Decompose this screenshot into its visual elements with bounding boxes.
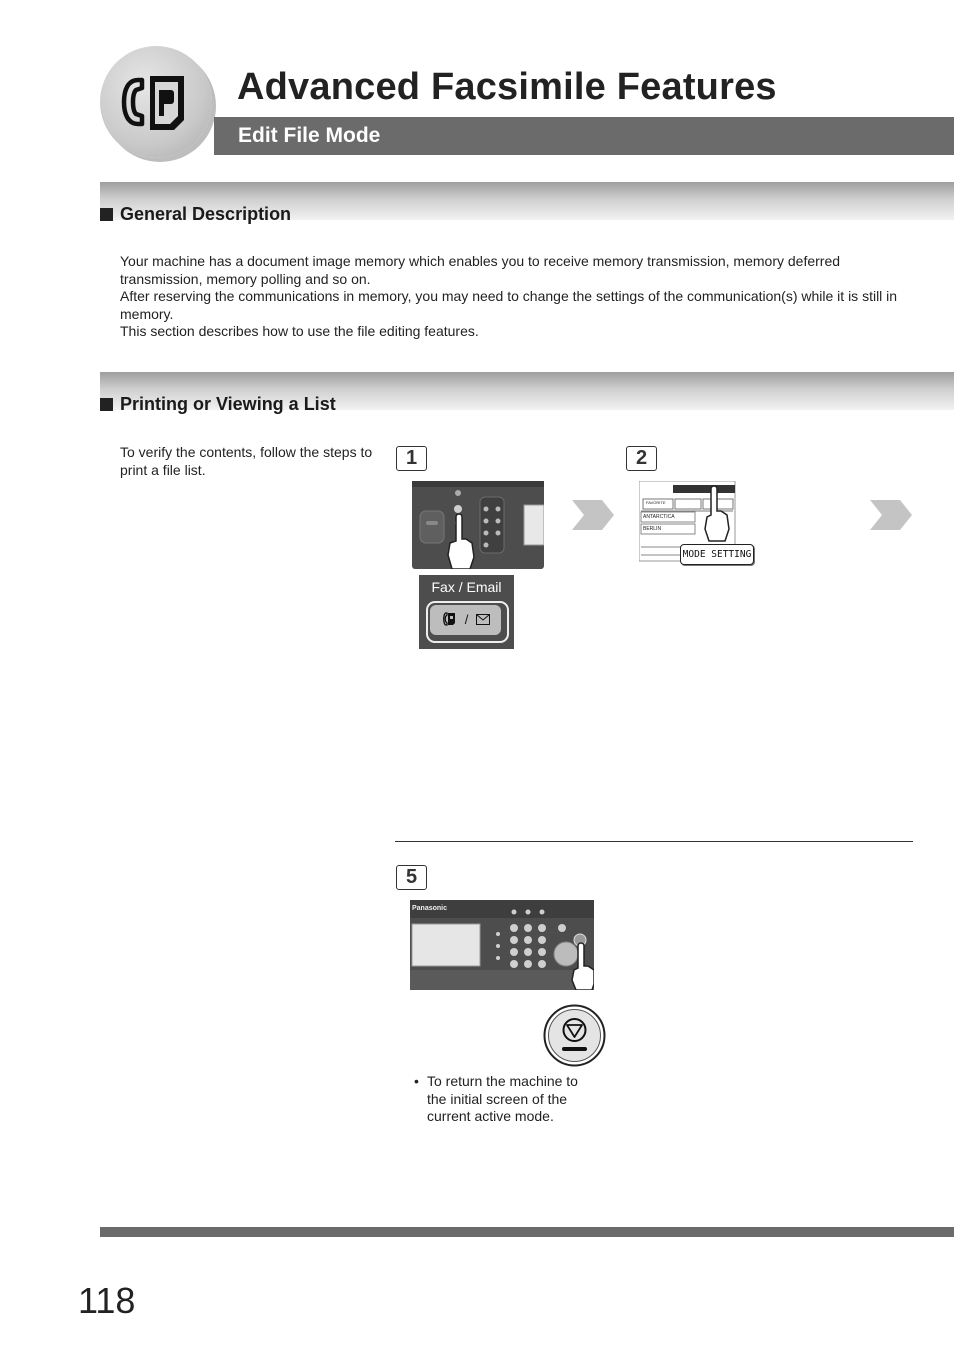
touch-screen-illustration-2 — [639, 481, 755, 567]
fax-email-key: / — [430, 605, 501, 635]
control-panel-illustration-1 — [412, 481, 544, 569]
step-badge-1: 1 — [396, 446, 427, 471]
chapter-title: Advanced Facsimile Features — [237, 66, 777, 108]
screen-tab-favorite: FAVORITE — [646, 500, 666, 505]
paragraph: This section describes how to use the file editing features. — [120, 323, 479, 339]
section-title-printing: Printing or Viewing a List — [100, 394, 336, 415]
page-number: 118 — [78, 1280, 136, 1321]
chapter-icon-circle — [100, 46, 212, 158]
email-icon — [476, 614, 490, 625]
bullet-icon: • — [414, 1073, 419, 1089]
stop-icon — [543, 1004, 606, 1067]
fax-email-key-label: Fax / Email — [431, 579, 502, 595]
brand-logo: Panasonic — [412, 905, 448, 912]
square-bullet-icon — [100, 398, 113, 411]
paragraph: After reserving the communications in memory, you may need to change the settings of the communication(s) while it is still in memory. — [120, 288, 898, 322]
printing-intro-text: To verify the contents, follow the steps to print a file list. — [120, 444, 373, 478]
screen-list-item: ANTARCTICA — [643, 514, 675, 520]
mode-setting-callout: MODE SETTING — [680, 544, 754, 565]
section-subtitle: Edit File Mode — [238, 124, 381, 147]
general-description-text — [120, 253, 920, 341]
control-panel-illustration-5 — [410, 900, 594, 990]
fax-email-key-illustration — [419, 575, 514, 649]
step-badge-2: 2 — [626, 446, 657, 471]
step-5-note-text: To return the machine to the initial screen of the current active mode. — [427, 1073, 578, 1124]
step-badge-5: 5 — [396, 865, 427, 890]
footer-bar — [100, 1227, 954, 1237]
step-5-note — [414, 1073, 584, 1126]
next-step-arrow-icon — [870, 500, 912, 530]
fax-icon — [441, 611, 457, 627]
fax-icon — [100, 46, 212, 158]
section-title-general: General Description — [100, 204, 291, 225]
paragraph: Your machine has a document image memory which enables you to receive memory transmission, memory deferred transmission, memory polling and so on. — [120, 253, 841, 287]
screen-list-item: BERLIN — [643, 526, 662, 532]
stop-key-illustration — [543, 1004, 606, 1067]
square-bullet-icon — [100, 208, 113, 221]
step-divider — [395, 841, 913, 842]
next-step-arrow-icon — [572, 500, 614, 530]
